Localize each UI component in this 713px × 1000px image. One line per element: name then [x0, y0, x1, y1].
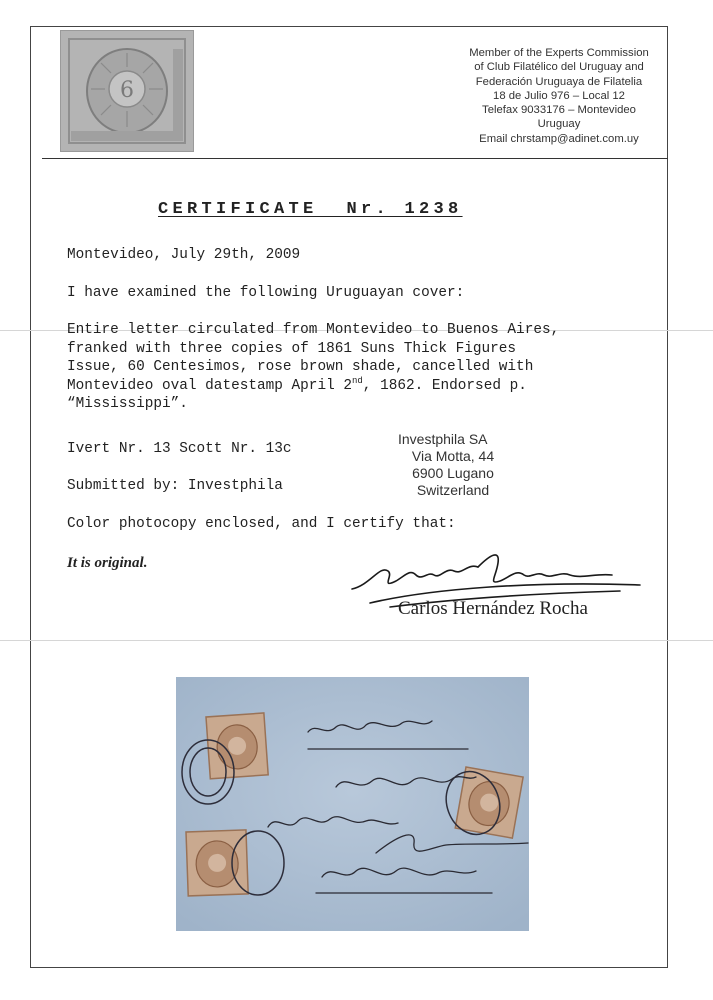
letterhead-line: Federación Uruguaya de Filatelia [475, 75, 643, 88]
cover-photo [176, 677, 529, 931]
date-line: Montevideo, July 29th, 2009 [67, 247, 301, 263]
letterhead-email: Email chrstamp@adinet.com.uy [479, 132, 639, 145]
description-text: , 1862. Endorsed p. [362, 377, 527, 394]
letterhead-line: 18 de Julio 976 – Local 12 [493, 89, 625, 102]
letterhead-line: Uruguay [537, 118, 581, 131]
catalog-line: Ivert Nr. 13 Scott Nr. 13c [67, 441, 292, 457]
signer-name: Carlos Hernández Rocha [398, 598, 588, 619]
letterhead-line: of Club Filatélico del Uruguay and [474, 61, 644, 74]
letterhead [430, 46, 688, 146]
ordinal-suffix: nd [351, 375, 363, 386]
letterhead-line: Member of the Experts Commission [469, 47, 649, 59]
verdict-text: It is original. [67, 555, 148, 571]
certificate-title: CERTIFICATE Nr. 1238 [158, 200, 463, 219]
description-line [67, 377, 559, 396]
address-line: Switzerland [416, 482, 490, 498]
svg-text:6: 6 [120, 78, 134, 103]
description-paragraph [67, 321, 559, 414]
description-line: “Mississippi”. [67, 396, 188, 412]
header-divider [42, 158, 668, 159]
submitted-line: Submitted by: Investphila [67, 478, 283, 494]
intro-line: I have examined the following Uruguayan cover: [67, 285, 465, 301]
fold-line-bottom [0, 640, 713, 641]
address-line: Investphila SA [398, 431, 488, 447]
photocopy-line: Color photocopy enclosed, and I certify that: [67, 516, 456, 532]
description-text: Montevideo oval datestamp April 2 [67, 377, 352, 394]
submitter-address [398, 431, 508, 499]
letterhead-line: Telefax 9033176 – Montevideo [482, 104, 636, 117]
description-line: Entire letter circulated from Montevideo to Buenos Aires, [67, 322, 560, 338]
description-line: Issue, 60 Centesimos, rose brown shade, cancelled with [67, 359, 534, 375]
stamp-logo [60, 30, 194, 152]
description-line: franked with three copies of 1861 Suns Thick Figures [67, 340, 517, 357]
address-line: Via Motta, 44 [411, 448, 495, 464]
address-line: 6900 Lugano [412, 465, 494, 481]
